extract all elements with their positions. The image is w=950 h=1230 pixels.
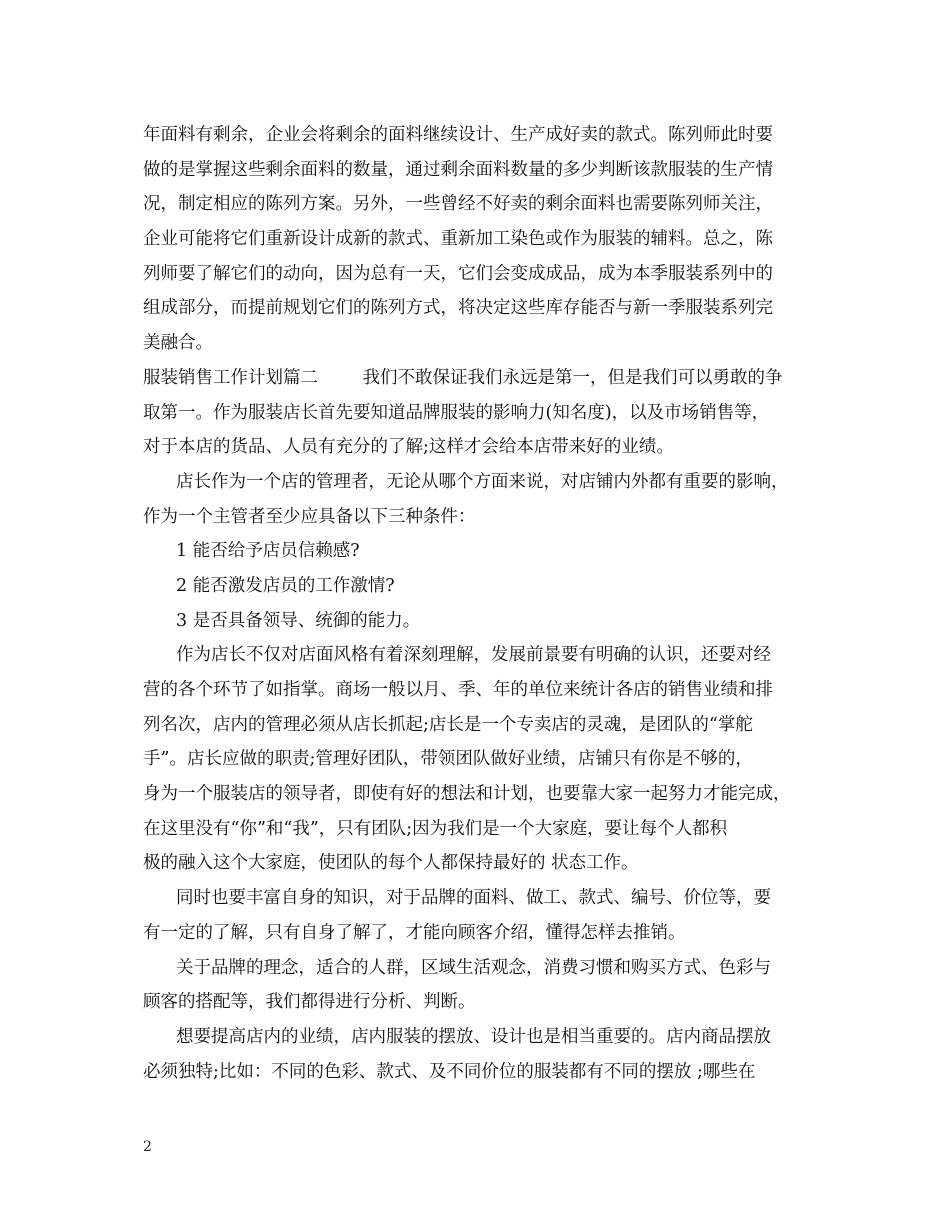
text-line: 同时也要丰富自身的知识，对于品牌的面料、做工、款式、编号、价位等，要 (176, 888, 771, 909)
text-line: 组成部分，而提前规划它们的陈列方式，将决定这些库存能否与新一季服装系列完 (143, 298, 773, 319)
text-line: 美融合。 (143, 333, 213, 354)
text-line: 想要提高店内的业绩，店内服装的摆放、设计也是相当重要的。店内商品摆放 (176, 1026, 771, 1047)
text-line: 手”。店长应做的职责;管理好团队，带领团队做好业绩，店铺只有你是不够的， (143, 749, 753, 770)
section-heading-line: 服装销售工作计划篇二 我们不敢保证我们永远是第一，但是我们可以勇敢的争 (143, 367, 783, 388)
text-line: 身为一个服装店的领导者，即使有好的想法和计划，也要靠大家一起努力才能完成， (143, 784, 791, 805)
list-item: 3 是否具备领导、统御的能力。 (176, 610, 421, 631)
text-line: 店长作为一个店的管理者，无论从哪个方面来说，对店铺内外都有重要的影响， (176, 471, 789, 492)
text-line: 列师要了解它们的动向，因为总有一天，它们会变成成品，成为本季服装系列中的 (143, 263, 773, 284)
text-line: 有一定的了解，只有自身了解了，才能向顾客介绍，懂得怎样去推销。 (143, 922, 686, 943)
page-number: 2 (143, 1139, 152, 1155)
text-line: 企业可能将它们重新设计成新的款式、重新加工染色或作为服装的辅料。总之，陈 (143, 229, 773, 250)
list-item: 2 能否激发店员的工作激情? (176, 575, 395, 596)
text-line: 况，制定相应的陈列方案。另外，一些曾经不好卖的剩余面料也需要陈列师关注， (143, 194, 773, 215)
text-line: 年面料有剩余，企业会将剩余的面料继续设计、生产成好卖的款式。陈列师此时要 (143, 125, 773, 145)
text-line: 必须独特;比如：不同的色彩、款式、及不同价位的服装都有不同的摆放 ;哪些在 (143, 1061, 756, 1082)
text-line: 关于品牌的理念，适合的人群，区域生活观念，消费习惯和购买方式、色彩与 (176, 957, 771, 978)
text-line: 在这里没有“你”和“我”，只有团队;因为我们是一个大家庭，要让每个人都积 (143, 818, 728, 839)
text-line: 作为一个主管者至少应具备以下三种条件： (143, 506, 476, 527)
text-line: 营的各个环节了如指掌。商场一般以月、季、年的单位来统计各店的销售业绩和排 (143, 680, 773, 700)
text-line: 列名次，店内的管理必须从店长抓起;店长是一个专卖店的灵魂，是团队的“掌舵 (143, 714, 753, 735)
list-item: 1 能否给予店员信赖感? (176, 541, 360, 562)
text-line: 做的是掌握这些剩余面料的数量，通过剩余面料数量的多少判断该款服装的生产情 (143, 159, 773, 180)
text-line: 取第一。作为服装店长首先要知道品牌服装的影响力(知名度)，以及市场销售等， (143, 402, 770, 423)
text-line: 作为店长不仅对店面风格有着深刻理解，发展前景要有明确的认识，还要对经 (176, 645, 771, 666)
text-line: 顾客的搭配等，我们都得进行分析、判断。 (143, 992, 476, 1013)
text-line: 极的融入这个大家庭，使团队的每个人都保持最好的 状态工作。 (143, 853, 639, 874)
text-line: 对于本店的货品、人员有充分的了解;这样才会给本店带来好的业绩。 (143, 437, 674, 458)
document-body (143, 118, 823, 1089)
